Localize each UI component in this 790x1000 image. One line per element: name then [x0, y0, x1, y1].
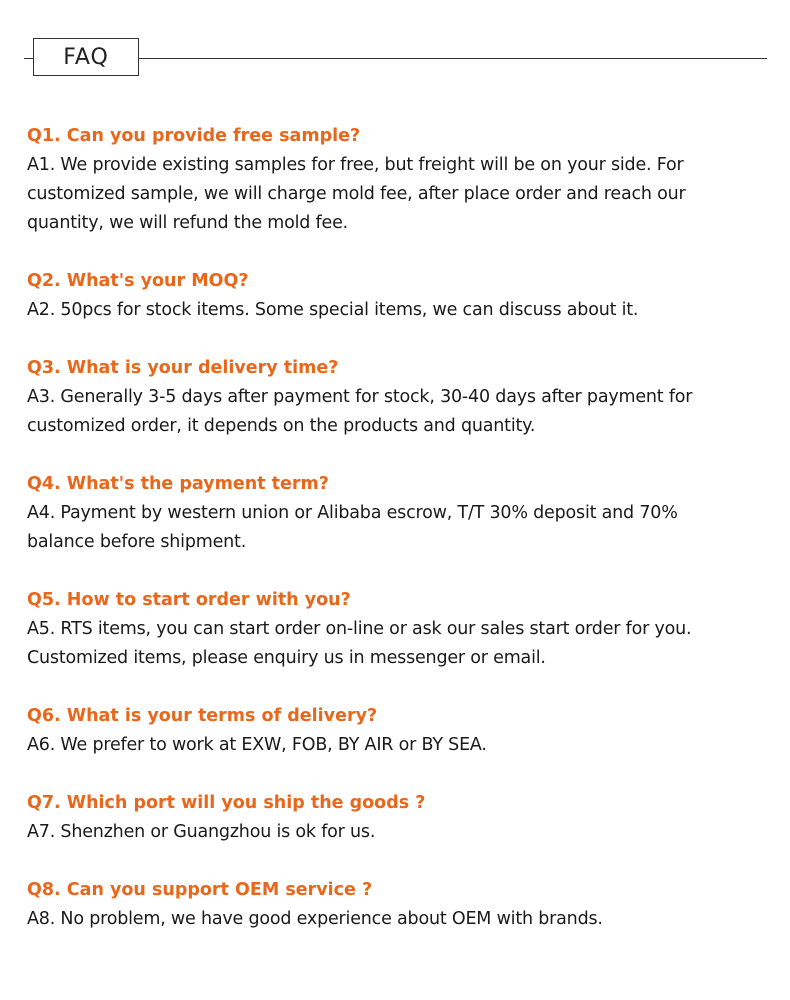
- faq-answer-line: quantity, we will refund the mold fee.: [27, 213, 349, 233]
- faq-answer-line: A6. We prefer to work at EXW, FOB, BY AIR or BY SEA.: [27, 735, 487, 755]
- faq-answer-line: customized sample, we will charge mold fee, after place order and reach our: [27, 184, 686, 204]
- faq-answer: [27, 818, 772, 847]
- faq-question: Q7. Which port will you ship the goods ?: [27, 793, 426, 813]
- faq-answer-line: A7. Shenzhen or Guangzhou is ok for us.: [27, 822, 376, 842]
- faq-answer-line: A1. We provide existing samples for free, but freight will be on your side. For: [27, 155, 684, 175]
- faq-answer-line: balance before shipment.: [27, 532, 247, 552]
- faq-answer-line: A5. RTS items, you can start order on-line or ask our sales start order for you.: [27, 619, 692, 639]
- faq-answer-line: customized order, it depends on the products and quantity.: [27, 416, 536, 436]
- faq-answer: [27, 731, 772, 760]
- faq-item: [27, 702, 772, 760]
- faq-header: [24, 38, 767, 80]
- faq-answer: [27, 905, 772, 934]
- faq-answer: [27, 499, 772, 557]
- faq-question: Q1. Can you provide free sample?: [27, 126, 361, 146]
- faq-list: [27, 122, 772, 963]
- faq-item: [27, 586, 772, 673]
- faq-item: [27, 470, 772, 557]
- faq-title: FAQ: [63, 44, 109, 70]
- faq-answer-line: A4. Payment by western union or Alibaba escrow, T/T 30% deposit and 70%: [27, 503, 678, 523]
- faq-answer-line: A8. No problem, we have good experience about OEM with brands.: [27, 909, 603, 929]
- faq-item: [27, 354, 772, 441]
- faq-question: Q5. How to start order with you?: [27, 590, 351, 610]
- faq-item: [27, 267, 772, 325]
- faq-answer: [27, 615, 772, 673]
- faq-item: [27, 789, 772, 847]
- faq-answer: [27, 151, 772, 238]
- faq-item: [27, 122, 772, 238]
- faq-question: Q6. What is your terms of delivery?: [27, 706, 378, 726]
- faq-question: Q8. Can you support OEM service ?: [27, 880, 373, 900]
- faq-answer: [27, 383, 772, 441]
- faq-title-box: [33, 38, 139, 76]
- faq-item: [27, 876, 772, 934]
- faq-question: Q2. What's your MOQ?: [27, 271, 249, 291]
- faq-question: Q3. What is your delivery time?: [27, 358, 339, 378]
- faq-answer-line: A3. Generally 3-5 days after payment for stock, 30-40 days after payment for: [27, 387, 693, 407]
- faq-answer: [27, 296, 772, 325]
- faq-answer-line: A2. 50pcs for stock items. Some special items, we can discuss about it.: [27, 300, 639, 320]
- faq-question: Q4. What's the payment term?: [27, 474, 329, 494]
- faq-answer-line: Customized items, please enquiry us in messenger or email.: [27, 648, 546, 668]
